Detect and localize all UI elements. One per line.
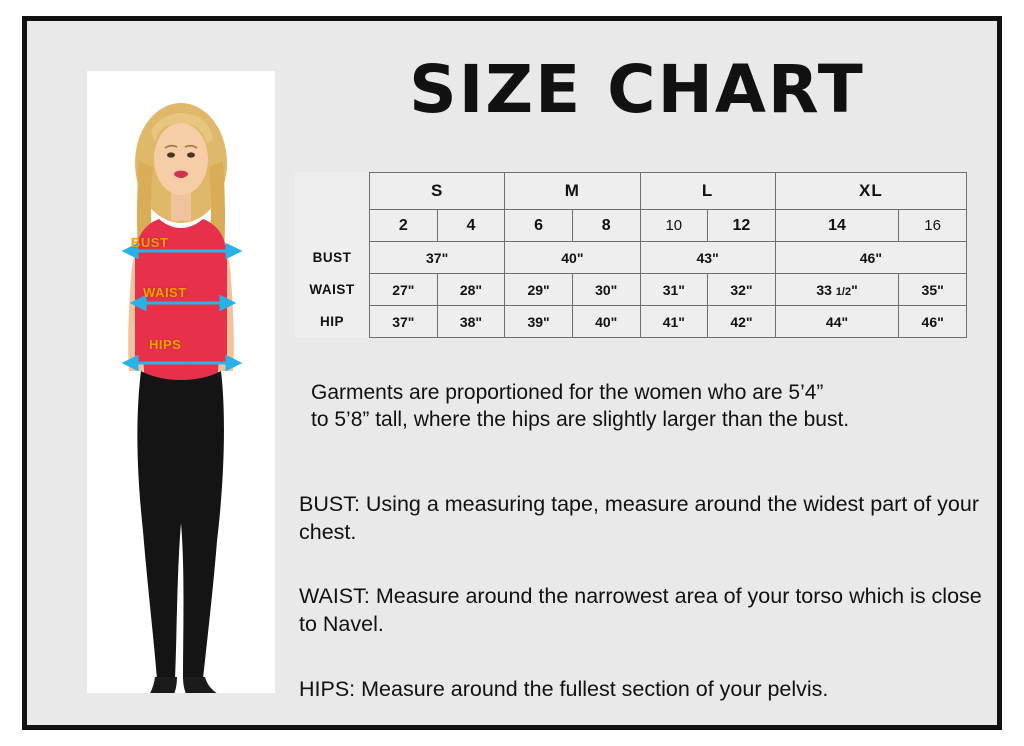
row-label-waist: WAIST (309, 282, 355, 297)
hip-value-10: 41" (640, 306, 708, 338)
hip-value-8: 40" (572, 306, 640, 338)
intro-line-2: to 5’8” tall, where the hips are slightly larger than the bust. (311, 408, 850, 432)
model-illustration (87, 71, 275, 693)
bust-value-s: 37" (370, 242, 505, 274)
waist-value-6: 29" (505, 274, 573, 306)
chart-frame (22, 16, 1002, 730)
table-row-bust (295, 242, 967, 274)
size-cell-10: 10 (640, 210, 708, 242)
hip-value-12: 42" (708, 306, 776, 338)
table-row-hip (295, 306, 967, 338)
hips-instructions: HIPS: Measure around the fullest section of your pelvis. (299, 677, 829, 701)
waist-value-2: 27" (370, 274, 438, 306)
waist-value-14: 33 1/2" (775, 274, 899, 306)
waist-instructions: WAIST: Measure around the narrowest area of your torso which is close to Navel. (299, 584, 982, 636)
intro-line-1: Garments are proportioned for the women who are 5’4” (311, 381, 824, 404)
waist-value-4: 28" (437, 274, 505, 306)
model-photo (87, 71, 275, 693)
hip-value-4: 38" (437, 306, 505, 338)
waist-value-16: 35" (899, 274, 967, 306)
size-cell-2: 2 (370, 210, 438, 242)
group-cell-l: L (640, 173, 775, 210)
size-cell-8: 8 (572, 210, 640, 242)
size-cell-4: 4 (437, 210, 505, 242)
size-cell-14: 14 (775, 210, 899, 242)
hip-value-16: 46" (899, 306, 967, 338)
bust-value-m: 40" (505, 242, 640, 274)
size-table (295, 172, 967, 338)
waist-value-12: 32" (708, 274, 776, 306)
hips-measure-label: HIPS (149, 337, 182, 352)
hip-value-2: 37" (370, 306, 438, 338)
hip-value-14: 44" (775, 306, 899, 338)
table-row-waist (295, 274, 967, 306)
bust-instructions: BUST: Using a measuring tape, measure around the widest part of your chest. (299, 492, 979, 544)
hip-value-6: 39" (505, 306, 573, 338)
size-cell-12: 12 (708, 210, 776, 242)
group-cell-m: M (505, 173, 640, 210)
waist-measure-label: WAIST (143, 285, 187, 300)
intro-paragraph (311, 379, 991, 434)
group-cell-s: S (370, 173, 505, 210)
group-cell-xl: XL (775, 173, 966, 210)
bust-value-xl: 46" (775, 242, 966, 274)
table-corner-cell (295, 173, 370, 210)
row-label-hip: HIP (319, 314, 344, 329)
size-cell-16: 16 (899, 210, 967, 242)
row-label-bust: BUST (312, 250, 352, 265)
size-cell-6: 6 (505, 210, 573, 242)
table-row-groups (295, 173, 967, 210)
waist-value-10: 31" (640, 274, 708, 306)
page-title: SIZE CHART (409, 51, 865, 128)
waist-value-8: 30" (572, 274, 640, 306)
table-row-numeric-sizes (295, 210, 967, 242)
bust-value-l: 43" (640, 242, 775, 274)
bust-measure-label: BUST (131, 235, 169, 250)
table-corner-cell-2 (295, 210, 370, 242)
